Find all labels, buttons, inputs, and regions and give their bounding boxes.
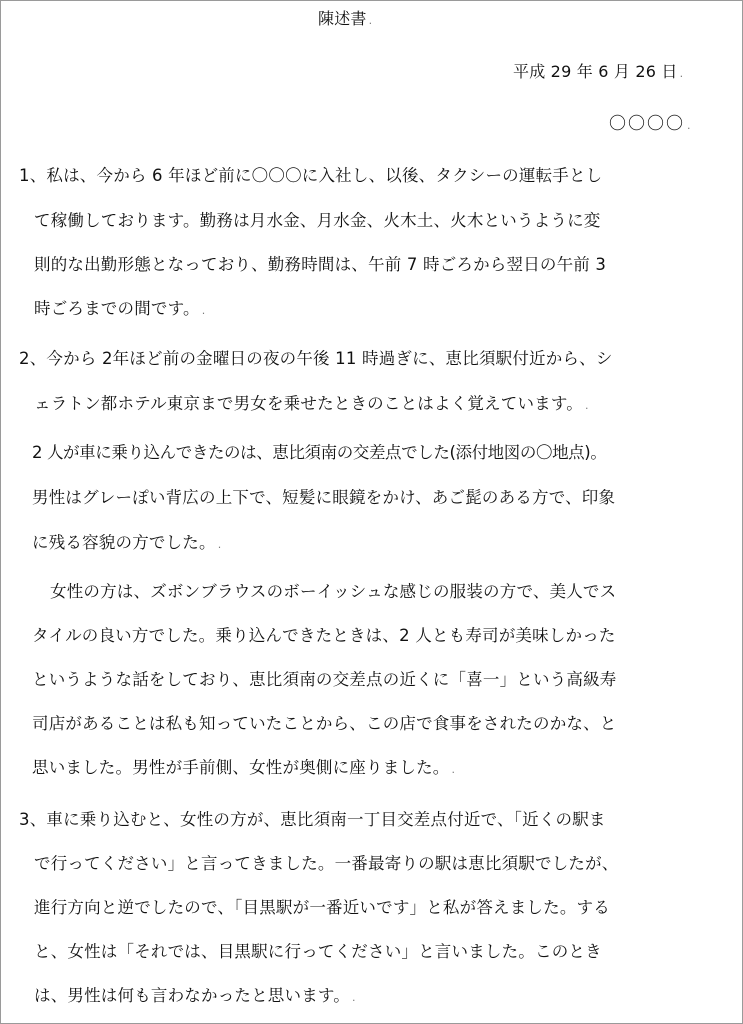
body-line: 司店があることは私も知っていたことから、この店で食事をされたのかな、と — [32, 714, 617, 733]
body-line: と、女性は「それでは、目黒駅に行ってください」と言いました。このとき — [34, 942, 602, 961]
body-line: 2、今から 2年ほど前の金曜日の夜の午後 11 時過ぎに、恵比須駅付近から、シ — [19, 349, 613, 368]
body-line: で行ってください」と言ってきました。一番最寄りの駅は恵比須駅でしたが、 — [34, 854, 619, 873]
body-line: 男性はグレーぽい背広の上下で、短髪に眼鏡をかけ、あご髭のある方で、印象 — [32, 488, 616, 507]
body-line: 女性の方は、ズボンブラウスのボーイッシュな感じの服装の方で、美人でス — [50, 582, 617, 601]
paragraph-mark: . — [584, 399, 589, 412]
paragraph-mark: . — [368, 14, 373, 27]
body-line: 1、私は、今から 6 年ほど前に〇〇〇に入社し、以後、タクシーの運転手とし — [19, 166, 603, 185]
body-line: ェラトン都ホテル東京まで男女を乗せたときのことはよく覚えています。 . — [34, 394, 589, 413]
document-date: 平成 29 年 6 月 26 日 . — [513, 62, 684, 81]
body-line: タイルの良い方でした。乗り込んできたときは、2 人とも寿司が美味しかった — [32, 626, 616, 645]
body-line: 時ごろまでの間です。 . — [34, 299, 206, 318]
body-line: 進行方向と逆でしたので、「目黒駅が一番近いです」と私が答えました。する — [34, 898, 610, 917]
body-line: 2 人が車に乗り込んできたのは、恵比須南の交差点でした(添付地図の〇地点)。 — [32, 443, 607, 462]
body-line: は、男性は何も言わなかったと思います。 . — [34, 986, 356, 1005]
body-line: 3、車に乗り込むと、女性の方が、恵比須南一丁目交差点付近で、「近くの駅ま — [19, 810, 606, 829]
document-title: 陳述書 . — [318, 9, 373, 28]
paragraph-mark: . — [201, 304, 206, 317]
signature-name: 〇〇〇〇 . — [609, 114, 693, 134]
paragraph-mark: . — [679, 67, 684, 80]
paragraph-mark: . — [351, 991, 356, 1004]
body-line: 則的な出勤形態となっており、勤務時間は、午前 7 時ごろから翌日の午前 3 — [34, 255, 607, 274]
body-line: 思いました。男性が手前側、女性が奥側に座りました。 . — [32, 758, 456, 777]
paragraph-mark: . — [217, 538, 222, 551]
paragraph-mark: . — [687, 119, 693, 132]
body-line: に残る容貌の方でした。 . — [32, 533, 222, 552]
body-line: というような話をしており、恵比須南の交差点の近くに「喜一」という高級寿 — [32, 670, 617, 689]
paragraph-mark: . — [451, 763, 456, 776]
body-line: て稼働しております。勤務は月水金、月水金、火木土、火木というように変 — [34, 211, 601, 230]
